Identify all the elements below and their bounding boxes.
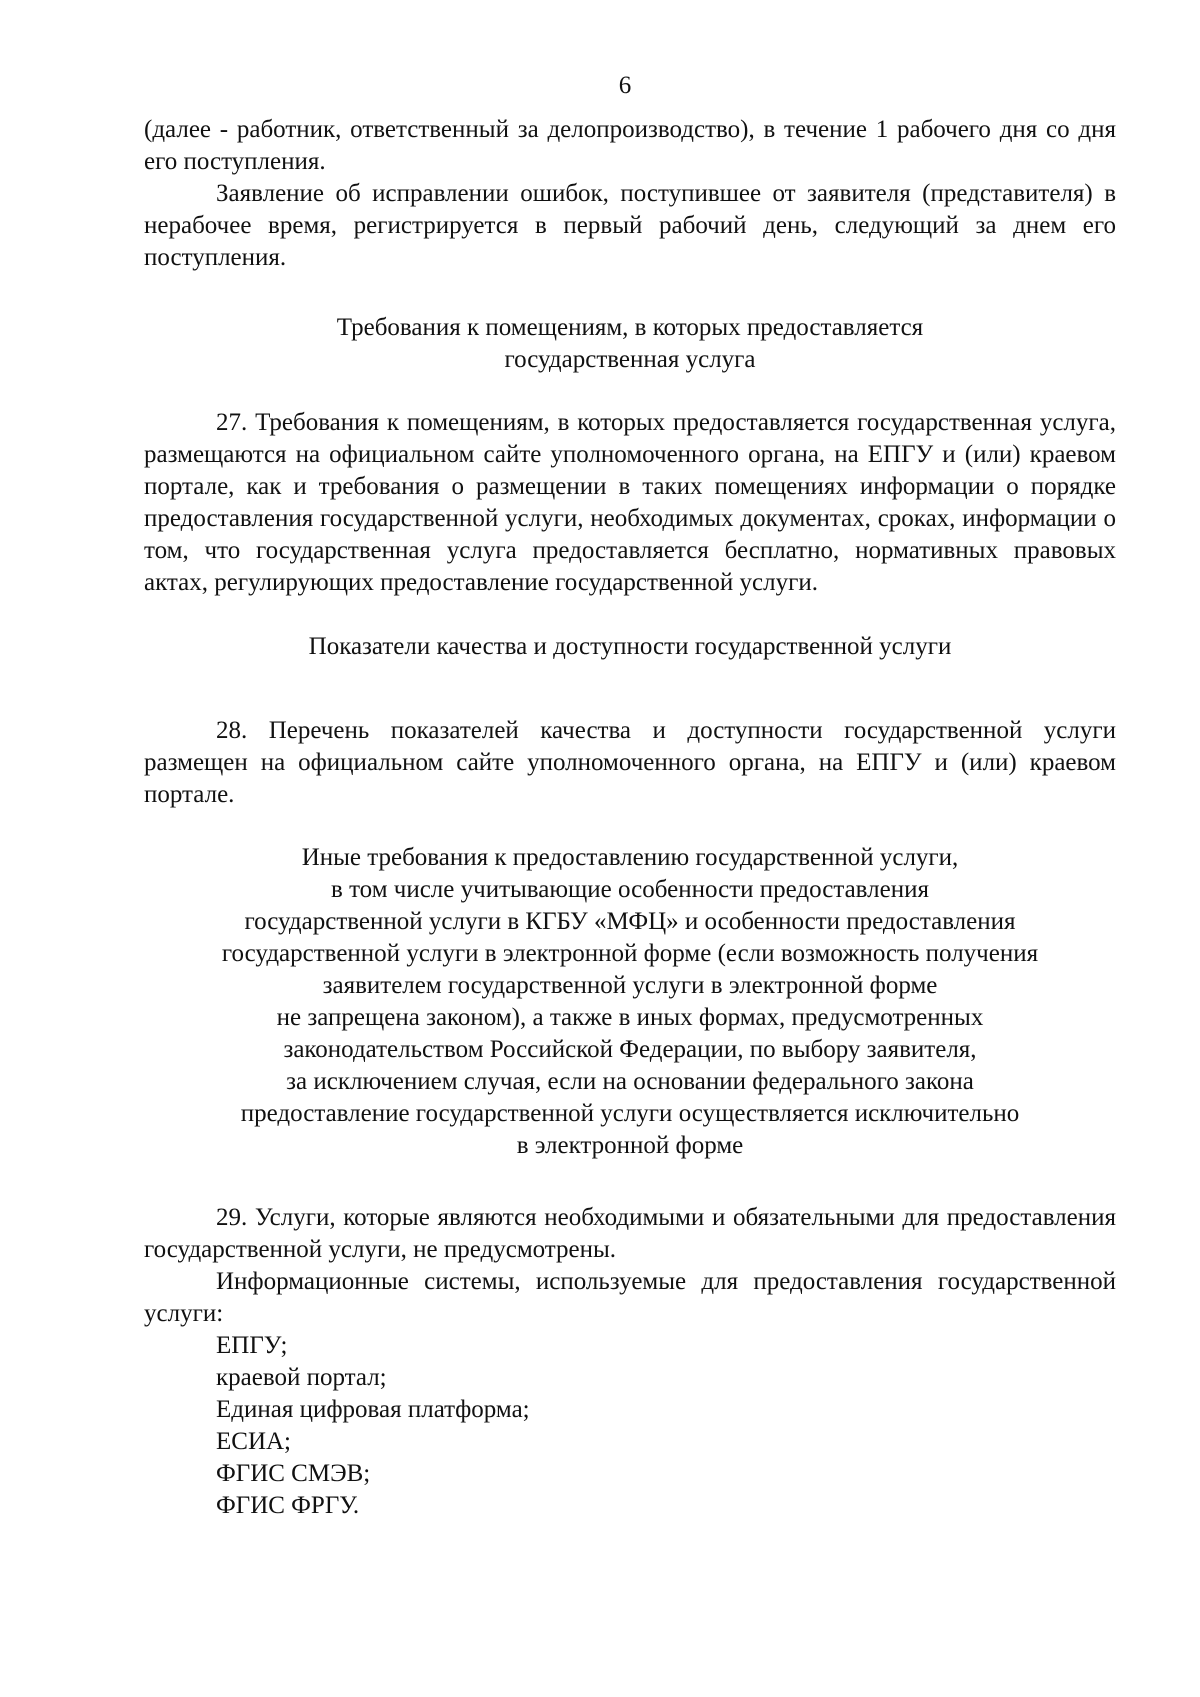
document-body bbox=[144, 114, 1116, 1522]
heading-other-requirements bbox=[144, 842, 1116, 1162]
list-item: Единая цифровая платформа; bbox=[216, 1396, 530, 1423]
heading-line: государственной услуги в КГБУ «МФЦ» и особенности предоставления bbox=[244, 908, 1016, 935]
heading-line: за исключением случая, если на основании федерального закона bbox=[286, 1068, 974, 1095]
heading-line: в электронной форме bbox=[516, 1132, 744, 1159]
heading-line: не запрещена законом), а также в иных формах, предусмотренных bbox=[276, 1004, 984, 1031]
paragraph-information-systems-intro: Информационные системы, используемые для предоставления государственной услуги: bbox=[144, 1268, 1116, 1327]
heading-line: государственной услуги в электронной форме (если возможность получения bbox=[221, 940, 1039, 967]
list-item: ЕПГУ; bbox=[216, 1332, 288, 1359]
heading-line: заявителем государственной услуги в электронной форме bbox=[322, 972, 938, 999]
list-item: ЕСИА; bbox=[216, 1428, 291, 1455]
page-number: 6 bbox=[618, 72, 632, 99]
paragraph-28: 28. Перечень показателей качества и доступности государственной услуги размещен на официальном сайте уполномоченного органа, на ЕПГУ и (или) краевом портале. bbox=[144, 717, 1116, 808]
heading-line: Показатели качества и доступности государственной услуги bbox=[308, 633, 952, 660]
paragraph-intro-continuation: (далее - работник, ответственный за делопроизводство), в течение 1 рабочего дня со дня его поступления. bbox=[144, 116, 1116, 175]
paragraph-error-correction-registration: Заявление об исправлении ошибок, поступившее от заявителя (представителя) в нерабочее время, регистрируется в первый рабочий день, следующий за днем его поступления. bbox=[144, 180, 1116, 271]
heading-line: Требования к помещениям, в которых предоставляется bbox=[336, 314, 924, 341]
heading-quality-indicators bbox=[144, 631, 1116, 663]
list-item: ФГИС СМЭВ; bbox=[216, 1460, 371, 1487]
paragraph-29: 29. Услуги, которые являются необходимыми и обязательными для предоставления государственной услуги, не предусмотрены. bbox=[144, 1204, 1116, 1263]
heading-premises-requirements bbox=[144, 312, 1116, 376]
list-item: ФГИС ФРГУ. bbox=[216, 1492, 360, 1519]
heading-line: законодательством Российской Федерации, по выбору заявителя, bbox=[283, 1036, 977, 1063]
heading-line: государственная услуга bbox=[504, 346, 756, 373]
heading-line: предоставление государственной услуги осуществляется исключительно bbox=[240, 1100, 1020, 1127]
paragraph-27: 27. Требования к помещениям, в которых предоставляется государственная услуга, размещаются на официальном сайте уполномоченного органа, на ЕПГУ и (или) краевом портале, как и требования о размещении в таких помещениях информации о порядке предоставления государственной услуги, необходимых документах, сроках, информации о том, что государственная услуга предоставляется бесплатно, нормативных правовых актах, регулирующих предоставление государственной услуги. bbox=[144, 409, 1116, 596]
information-systems-list bbox=[144, 1330, 1116, 1522]
heading-line: Иные требования к предоставлению государственной услуги, bbox=[301, 844, 959, 871]
heading-line: в том числе учитывающие особенности предоставления bbox=[331, 876, 929, 903]
list-item: краевой портал; bbox=[216, 1364, 387, 1391]
